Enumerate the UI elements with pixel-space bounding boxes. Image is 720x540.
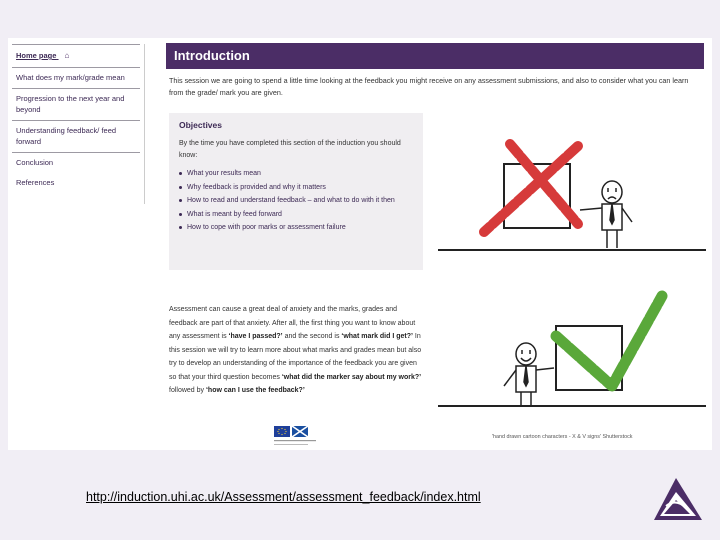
sidebar-nav (12, 44, 140, 193)
home-icon[interactable]: ⌂ (64, 51, 70, 60)
source-link[interactable]: http://induction.uhi.ac.uk/Assessment/assessment_feedback/index.html (86, 490, 481, 504)
list-item: Why feedback is provided and why it matters (179, 182, 413, 193)
sidebar-item-conclusion[interactable]: Conclusion (16, 158, 54, 167)
objectives-list (179, 168, 413, 233)
sidebar-item-label: Home page (16, 51, 57, 60)
body-question: ‘how can I use the feedback?’ (205, 387, 305, 394)
cross-icon (484, 144, 578, 232)
body-text-segment: followed by (169, 387, 206, 394)
list-item: How to cope with poor marks or assessment failure (179, 222, 413, 233)
list-item: How to read and understand feedback – and what to do with it then (179, 195, 413, 206)
sad-scene (438, 144, 706, 250)
list-item: What your results mean (179, 168, 413, 179)
objectives-box (169, 113, 423, 270)
uhi-logo (646, 470, 708, 526)
intro-paragraph: This session we are going to spend a little time looking at the feedback you might receive on any assessment submissions, and also to consider what you can learn from the grade/ mark you are given. (169, 76, 689, 97)
sidebar-item-references[interactable]: References (16, 178, 55, 187)
image-credit: 'hand drawn cartoon characters - X & V signs' Shutterstock (492, 434, 633, 440)
funding-logos (274, 426, 324, 452)
sidebar-item-mark-meaning[interactable]: What does my mark/grade mean (12, 68, 140, 89)
body-text-segment: In this session we will try to learn more about what marks and grades mean but also try to develop an understanding of the importance of the feedback you are given so that your third question becomes (169, 333, 422, 381)
tick-icon (556, 296, 662, 386)
body-text-segment: and the second is (282, 333, 342, 340)
objectives-lead: By the time you have completed this section of the induction you should know: (179, 140, 401, 159)
screenshot-panel (8, 38, 712, 450)
body-question: ‘what mark did I get?’ (341, 333, 413, 340)
objectives-title: Objectives (179, 120, 222, 130)
sidebar-item-progression[interactable]: Progression to the next year and beyond (12, 89, 140, 121)
body-paragraph (169, 303, 423, 398)
body-question: ‘what did the marker say about my work?’ (281, 373, 422, 381)
page-title: Introduction (166, 43, 704, 69)
happy-scene (438, 296, 706, 406)
body-text-segment: Assessment can cause a great deal of anxiety and the marks, grades and feedback are part of that anxiety. After all, the first thing you want to know about any assessment is (169, 306, 416, 340)
body-question: ‘have I passed?’ (228, 333, 283, 340)
sad-figure (580, 181, 632, 248)
sidebar-item-home[interactable] (12, 44, 140, 68)
sidebar-item-feedback[interactable]: Understanding feedback/ feed forward (12, 121, 140, 153)
feedback-illustration (436, 136, 708, 421)
happy-figure (504, 343, 554, 406)
list-item: What is meant by feed forward (179, 209, 413, 220)
sidebar-divider (144, 44, 145, 204)
